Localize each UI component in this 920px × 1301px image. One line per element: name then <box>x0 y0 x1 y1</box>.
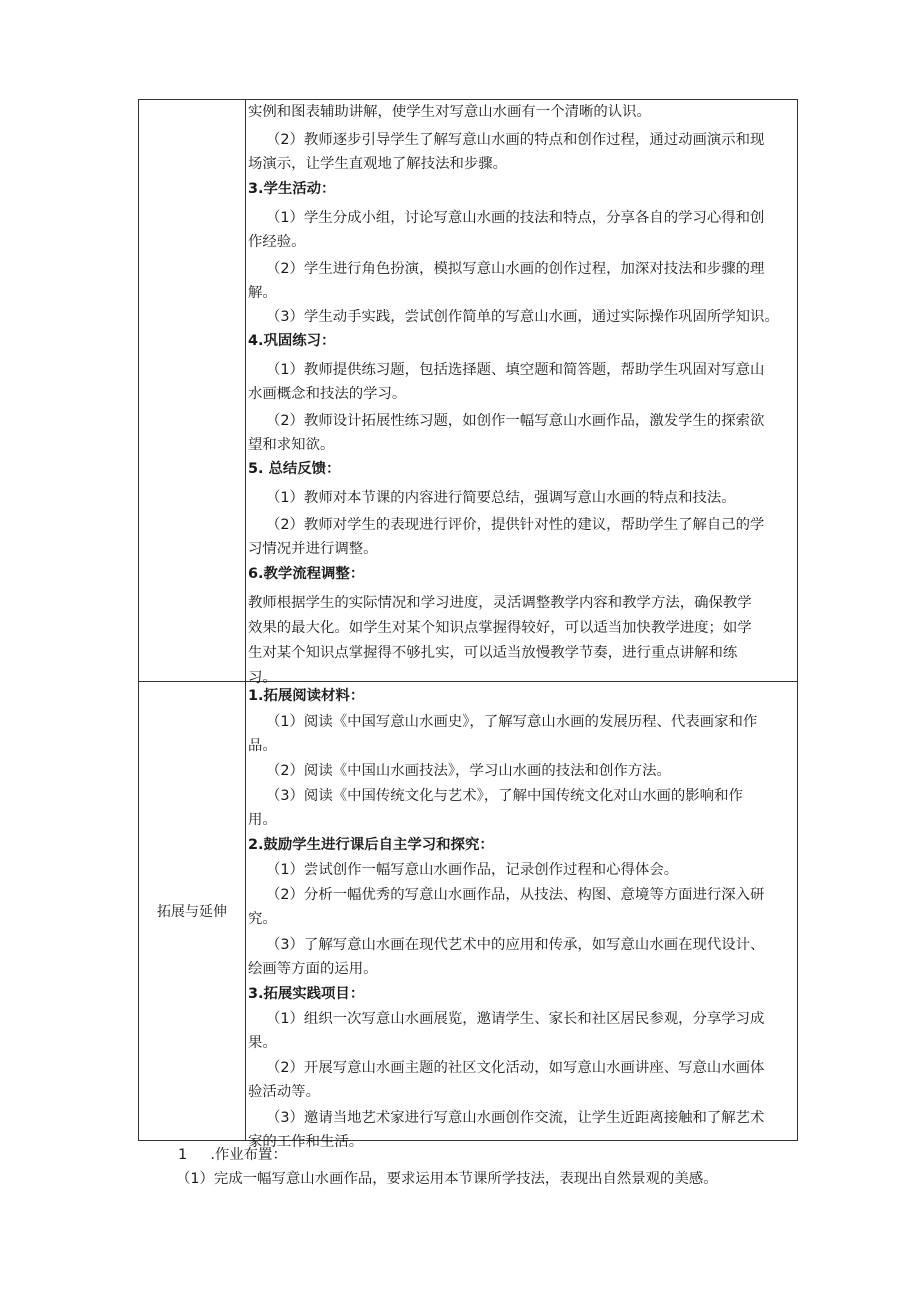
row2-line: 究。 <box>248 911 277 927</box>
row2-line: 绘画等方面的运用。 <box>248 961 378 977</box>
row1-line: 场演示，让学生直观地了解技法和步骤。 <box>248 156 508 172</box>
row2-heading: 1.拓展阅读材料： <box>248 688 365 704</box>
row1-heading: 4.巩固练习： <box>248 333 336 349</box>
row2-line: （3）邀请当地艺术家进行写意山水画创作交流，让学生近距离接触和了解艺术 <box>266 1110 765 1126</box>
row1-line: 教师根据学生的实际情况和学习进度，灵活调整教学内容和教学方法，确保教学 <box>248 595 752 611</box>
row1-line: （1）教师提供练习题，包括选择题、填空题和简答题，帮助学生巩固对写意山 <box>266 362 765 378</box>
row1-line: 水画概念和技法的学习。 <box>248 386 407 402</box>
row2-line: （1）尝试创作一幅写意山水画作品，记录创作过程和心得体会。 <box>266 862 679 878</box>
row1-line: 习。 <box>248 670 277 686</box>
row2-line: 品。 <box>248 738 277 754</box>
row2-line: （3）了解写意山水画在现代艺术中的应用和传承，如写意山水画在现代设计、 <box>266 937 765 953</box>
row1-line: （1）学生分成小组，讨论写意山水画的技法和特点，分享各自的学习心得和创 <box>266 210 765 226</box>
row1-line: 实例和图表辅助讲解，使学生对写意山水画有一个清晰的认识。 <box>248 104 651 120</box>
row1-heading: 6.教学流程调整： <box>248 566 365 582</box>
row1-heading: 3.学生活动： <box>248 181 336 197</box>
homework-number: 1 <box>178 1147 188 1163</box>
row2-heading: 2.鼓励学生进行课后自主学习和探究： <box>248 837 494 853</box>
row1-line: （3）学生动手实践，尝试创作简单的写意山水画，通过实际操作巩固所学知识。 <box>266 309 779 325</box>
row2-heading: 3.拓展实践项目： <box>248 986 365 1002</box>
row1-line: （2）教师对学生的表现进行评价，提供针对性的建议，帮助学生了解自己的学 <box>266 517 765 533</box>
row1-heading: 5. 总结反馈： <box>248 461 341 477</box>
row1-line: 生对某个知识点掌握得不够扎实，可以适当放慢教学节奏，进行重点讲解和练 <box>248 645 738 661</box>
row1-line: 效果的最大化。如学生对某个知识点掌握得较好，可以适当加快教学进度；如学 <box>248 620 752 636</box>
row1-line: 解。 <box>248 285 277 301</box>
homework-heading <box>178 1145 287 1165</box>
row2-line: 用。 <box>248 812 277 828</box>
row2-line: （2）开展写意山水画主题的社区文化活动，如写意山水画讲座、写意山水画体 <box>266 1060 765 1076</box>
row2-line: （1）阅读《中国写意山水画史》，了解写意山水画的发展历程、代表画家和作 <box>266 714 758 730</box>
row2-label-cell <box>139 682 245 1140</box>
row1-line: 作经验。 <box>248 234 306 250</box>
row2-content-cell <box>246 682 797 1150</box>
row1-line: 望和求知欲。 <box>248 437 335 453</box>
row2-line: （3）阅读《中国传统文化与艺术》，了解中国传统文化对山水画的影响和作 <box>266 788 743 804</box>
homework-title: .作业布置： <box>210 1147 287 1163</box>
row1-line: 习情况并进行调整。 <box>248 541 378 557</box>
row2-label: 拓展与延伸 <box>157 904 227 920</box>
row2-line: （1）组织一次写意山水画展览，邀请学生、家长和社区居民参观，分享学习成 <box>266 1011 765 1027</box>
row1-line: （1）教师对本节课的内容进行简要总结，强调写意山水画的特点和技法。 <box>266 490 736 506</box>
row2-line: 家的工作和生活。 <box>248 1134 364 1150</box>
row2-line: 验活动等。 <box>248 1084 320 1100</box>
row1-line: （2）教师设计拓展性练习题，如创作一幅写意山水画作品，激发学生的探索欲 <box>266 413 765 429</box>
row2-line: 果。 <box>248 1035 277 1051</box>
row1-line: （2）学生进行角色扮演，模拟写意山水画的创作过程，加深对技法和步骤的理 <box>266 261 765 277</box>
homework-item-1: （1）完成一幅写意山水画作品，要求运用本节课所学技法，表现出自然景观的美感。 <box>176 1171 718 1187</box>
row2-line: （2）阅读《中国山水画技法》，学习山水画的技法和创作方法。 <box>266 763 671 779</box>
lesson-table <box>138 99 798 1150</box>
row2-line: （2）分析一幅优秀的写意山水画作品，从技法、构图、意境等方面进行深入研 <box>266 887 765 903</box>
row1-content-cell <box>246 100 797 686</box>
row1-line: （2）教师逐步引导学生了解写意山水画的特点和创作过程，通过动画演示和现 <box>266 132 765 148</box>
